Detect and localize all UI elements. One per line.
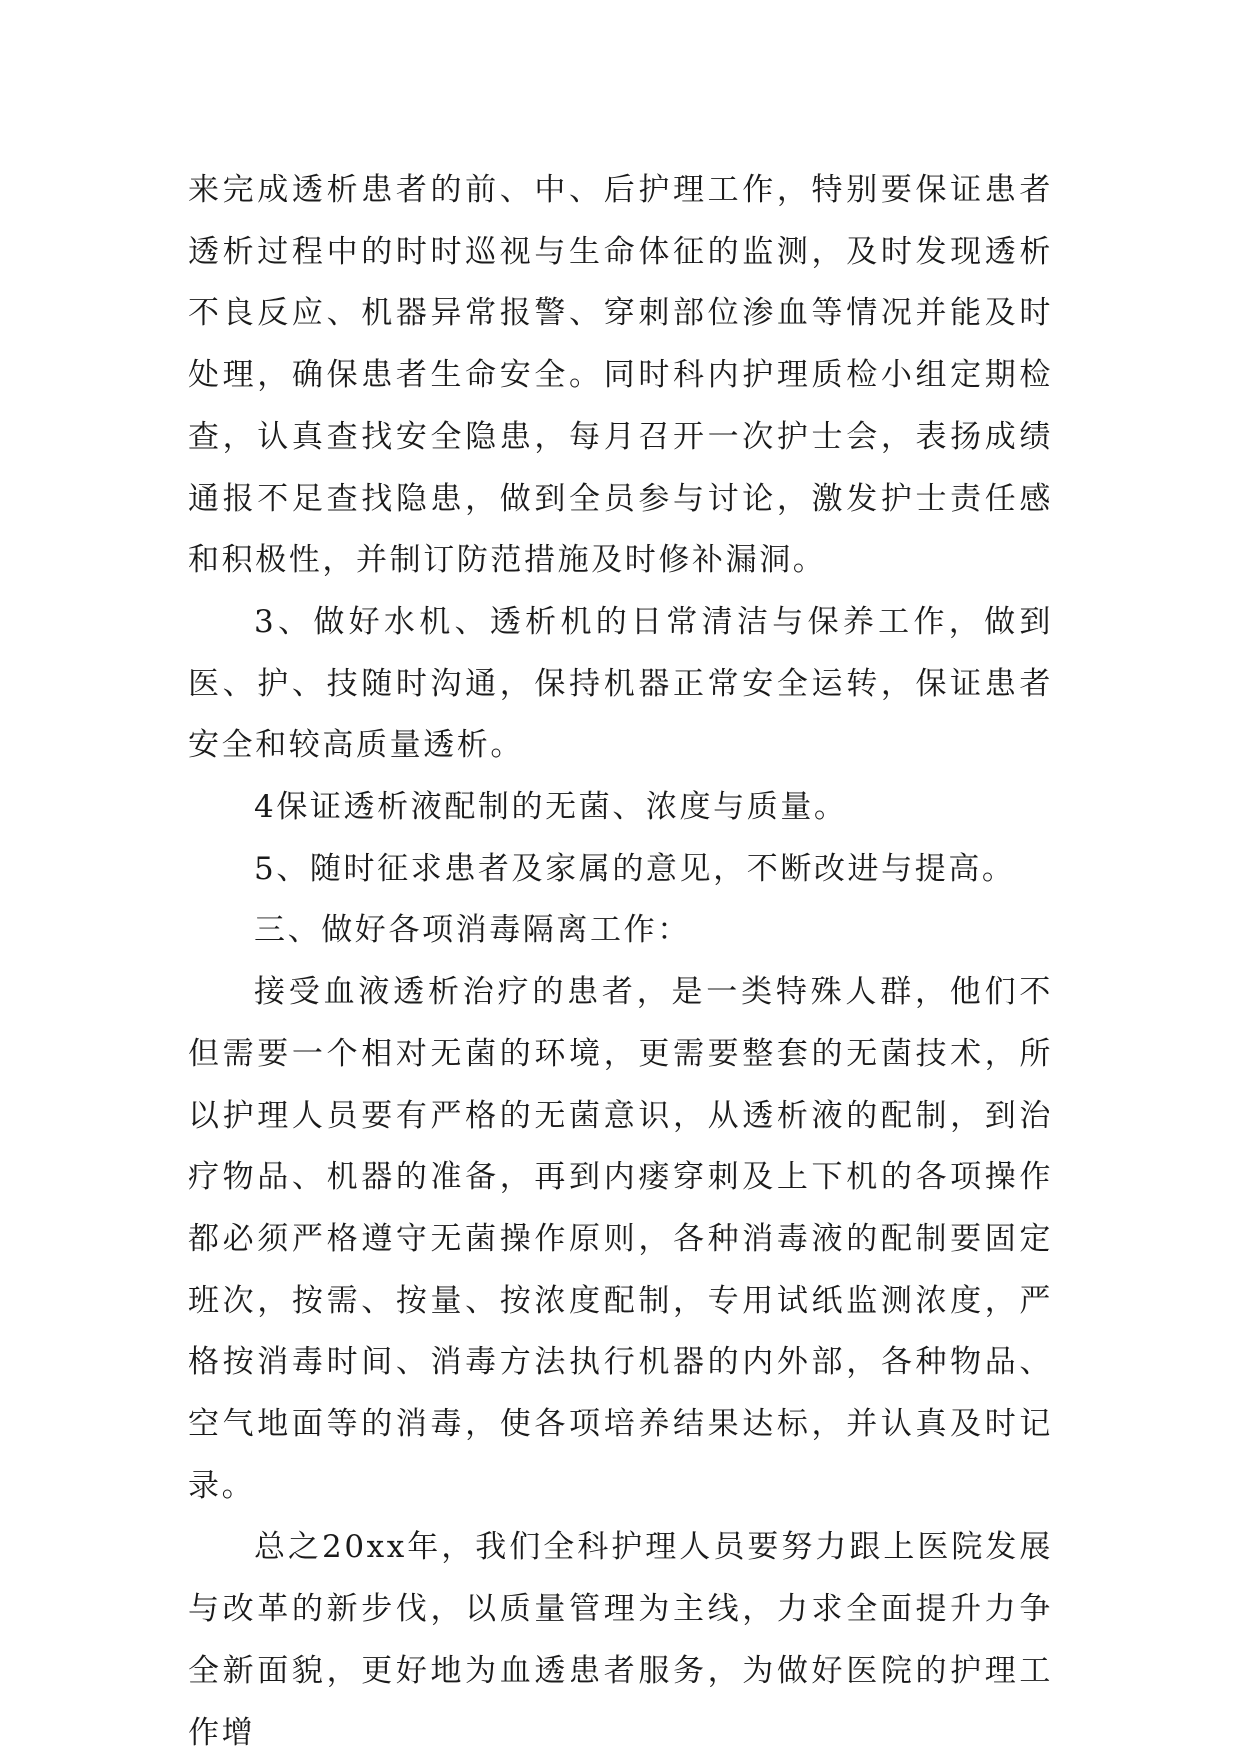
- paragraph-item-5-feedback: 5、随时征求患者及家属的意见，不断改进与提高。: [254, 850, 1016, 887]
- paragraph-conclusion: 总之20xx年，我们全科护理人员要努力跟上医院发展与改革的新步伐，以质量管理为主线，力求全面提升力争全新面貌，更好地为血透患者服务，为做好医院的护理工作增: [188, 1529, 1053, 1751]
- paragraph-item-4-dialysate: 4保证透析液配制的无菌、浓度与质量。: [254, 789, 848, 826]
- section-heading-disinfection: 三、做好各项消毒隔离工作：: [254, 912, 691, 949]
- paragraph-item-3-machine-maintenance: 3、做好水机、透析机的日常清洁与保养工作，做到医、护、技随时沟通，保持机器正常安全运转，保证患者安全和较高质量透析。: [188, 603, 1053, 764]
- paragraph-aseptic-technique: 接受血液透析治疗的患者，是一类特殊人群，他们不但需要一个相对无菌的环境，更需要整套的无菌技术，所以护理人员要有严格的无菌意识，从透析液的配制，到治疗物品、机器的准备，再到内瘘穿刺及上下机的各项操作都必须严格遵守无菌操作原则，各种消毒液的配制要固定班次，按需、按量、按浓度配制，专用试纸监测浓度，严格按消毒时间、消毒方法执行机器的内外部，各种物品、空气地面等的消毒，使各项培养结果达标，并认真及时记录。: [188, 974, 1053, 1504]
- document-body: [188, 160, 1053, 1764]
- paragraph-nursing-safety: 来完成透析患者的前、中、后护理工作，特别要保证患者透析过程中的时时巡视与生命体征的监测，及时发现透析不良反应、机器异常报警、穿刺部位渗血等情况并能及时处理，确保患者生命安全。同时科内护理质检小组定期检查，认真查找安全隐患，每月召开一次护士会，表扬成绩通报不足查找隐患，做到全员参与讨论，激发护士责任感和积极性，并制订防范措施及时修补漏洞。: [188, 172, 1053, 579]
